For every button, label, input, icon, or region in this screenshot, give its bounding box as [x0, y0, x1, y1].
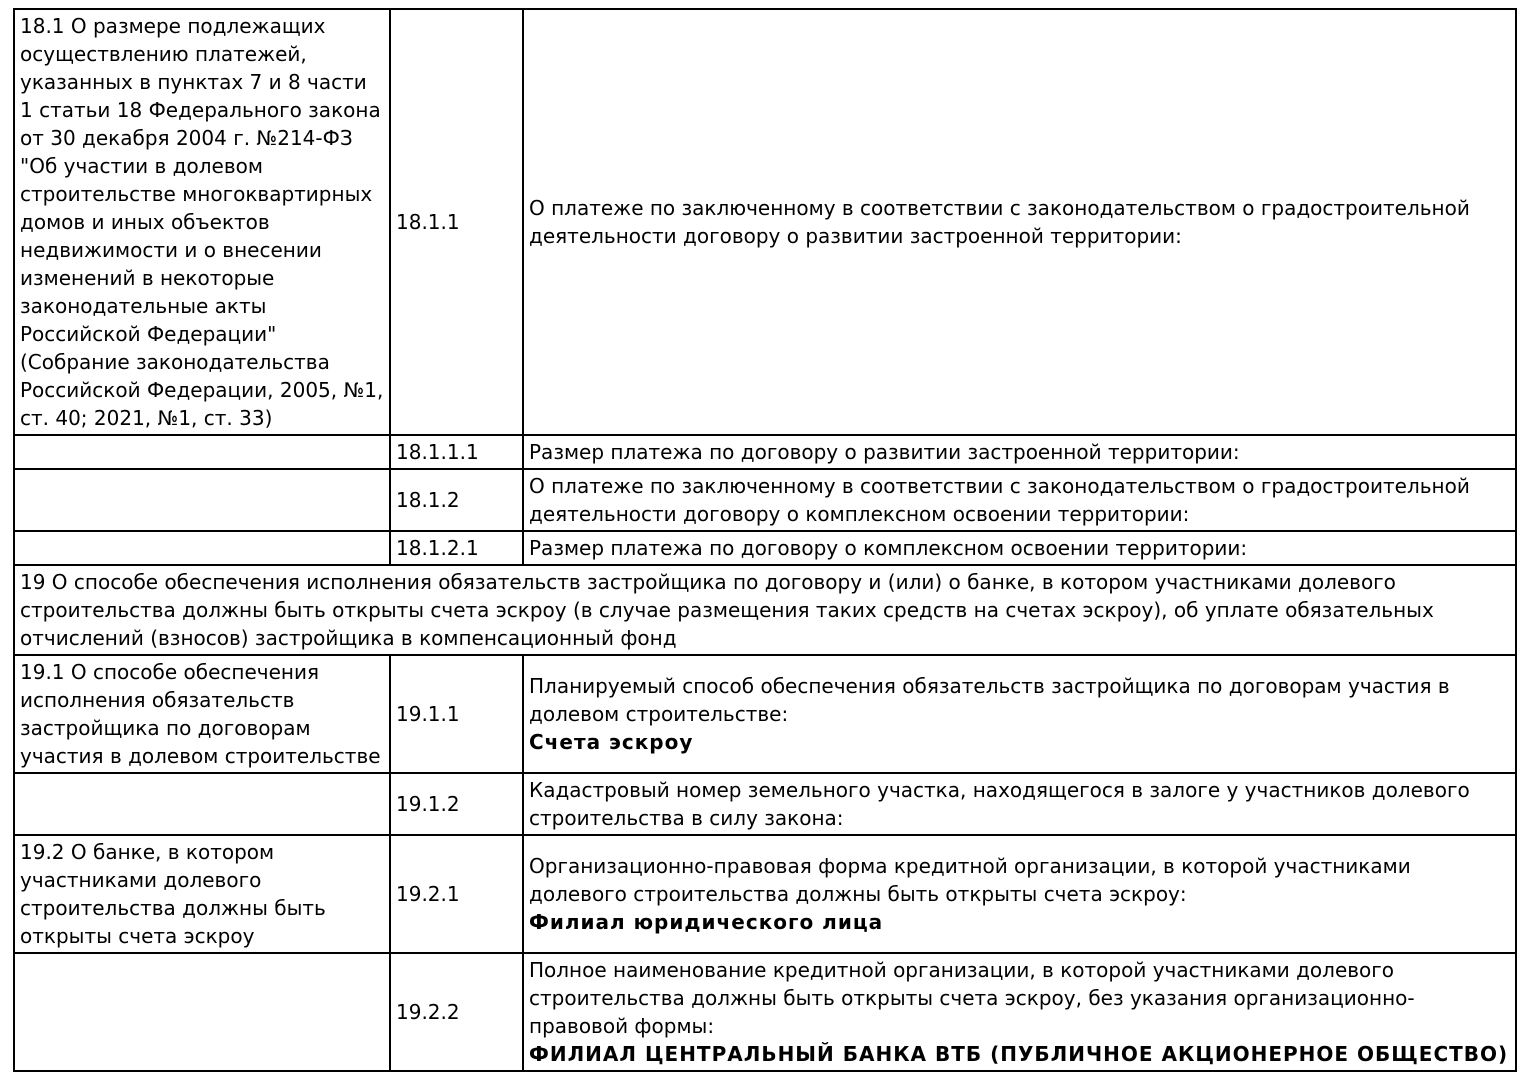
- section-title-cell: 19.1 О способе обеспечения исполнения обязательств застройщика по договорам участия в долевом строительстве: [14, 655, 390, 773]
- table-row: [14, 9, 1516, 435]
- item-question: Организационно-правовая форма кредитной организации, в которой участниками долевого строительства должны быть открыты счета эскроу:: [529, 854, 1411, 906]
- item-number-cell: 18.1.1: [390, 9, 523, 435]
- table-row: [14, 655, 1516, 773]
- item-number-cell: 19.2.2: [390, 953, 523, 1071]
- item-number-cell: 18.1.2: [390, 469, 523, 531]
- item-text-cell: [523, 655, 1516, 773]
- item-question: О платеже по заключенному в соответствии с законодательством о градостроительной деятельности договору о развитии застроенной территории:: [529, 196, 1470, 248]
- item-text-cell: [523, 531, 1516, 565]
- item-text-cell: [523, 469, 1516, 531]
- table-row: [14, 835, 1516, 953]
- item-question: Полное наименование кредитной организации, в которой участниками долевого строительства должны быть открыты счета эскроу, без указания организационно-правовой формы:: [529, 958, 1415, 1038]
- item-number-cell: 18.1.2.1: [390, 531, 523, 565]
- table-row: [14, 469, 1516, 531]
- item-text-cell: [523, 435, 1516, 469]
- item-text-cell: [523, 773, 1516, 835]
- section-title-cell: [14, 435, 390, 469]
- section-title-cell: 19.2 О банке, в котором участниками долевого строительства должны быть открыты счета эскроу: [14, 835, 390, 953]
- item-question: Размер платежа по договору о развитии застроенной территории:: [529, 440, 1240, 464]
- item-value: Филиал юридического лица: [529, 910, 884, 934]
- item-number-cell: 19.1.1: [390, 655, 523, 773]
- section-title-cell: 18.1 О размере подлежащих осуществлению платежей, указанных в пунктах 7 и 8 части 1 статьи 18 Федерального закона от 30 декабря 2004 г. №214-ФЗ "Об участии в долевом строительстве многоквартирных домов и иных объектов недвижимости и о внесении изменений в некоторые законодательные акты Российской Федерации" (Собрание законодательства Российской Федерации, 2005, №1, ст. 40; 2021, №1, ст. 33): [14, 9, 390, 435]
- item-text-cell: [523, 953, 1516, 1071]
- item-value: Счета эскроу: [529, 730, 694, 754]
- item-text-cell: [523, 9, 1516, 435]
- section-title-cell: [14, 773, 390, 835]
- table-row: [14, 531, 1516, 565]
- table-row: [14, 953, 1516, 1071]
- section-header-cell: 19 О способе обеспечения исполнения обязательств застройщика по договору и (или) о банке, в котором участниками долевого строительства должны быть открыты счета эскроу (в случае размещения таких средств на счетах эскроу), об уплате обязательных отчислений (взносов) застройщика в компенсационный фонд: [14, 565, 1516, 655]
- item-question: Кадастровый номер земельного участка, находящегося в залоге у участников долевого строительства в силу закона:: [529, 778, 1470, 830]
- item-question: Планируемый способ обеспечения обязательств застройщика по договорам участия в долевом строительстве:: [529, 674, 1450, 726]
- item-number-cell: 19.2.1: [390, 835, 523, 953]
- item-text-cell: [523, 835, 1516, 953]
- section-title-cell: [14, 531, 390, 565]
- item-number-cell: 19.1.2: [390, 773, 523, 835]
- item-question: О платеже по заключенному в соответствии с законодательством о градостроительной деятельности договору о комплексном освоении территории:: [529, 474, 1470, 526]
- section-title-cell: [14, 469, 390, 531]
- section-header-row: [14, 565, 1516, 655]
- item-number-cell: 18.1.1.1: [390, 435, 523, 469]
- section-title-cell: [14, 953, 390, 1071]
- table-row: [14, 773, 1516, 835]
- item-value: ФИЛИАЛ ЦЕНТРАЛЬНЫЙ БАНКА ВТБ (ПУБЛИЧНОЕ АКЦИОНЕРНОЕ ОБЩЕСТВО): [529, 1042, 1509, 1066]
- table-row: [14, 435, 1516, 469]
- project-declaration-table: [13, 8, 1517, 1072]
- item-question: Размер платежа по договору о комплексном освоении территории:: [529, 536, 1248, 560]
